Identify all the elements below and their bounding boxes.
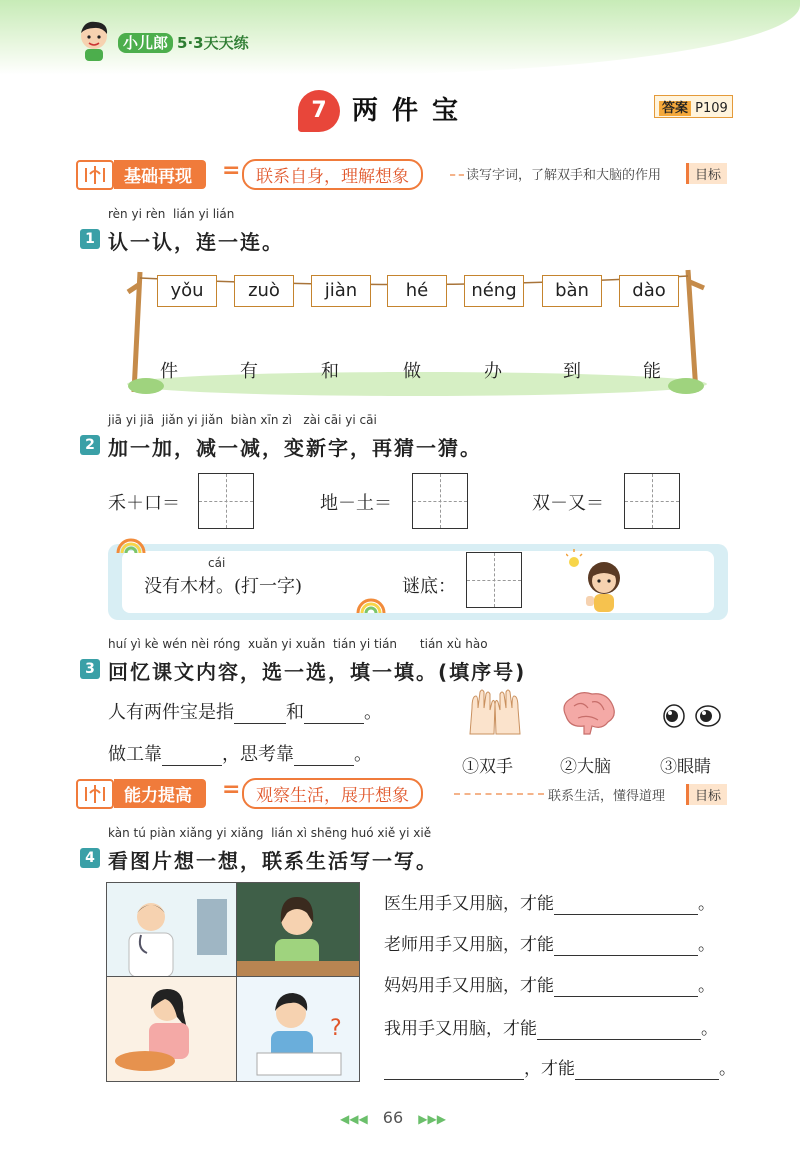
- page-number: 66: [382, 1108, 404, 1127]
- pinyin-card-6[interactable]: bàn: [542, 275, 602, 307]
- q4-text: 看图片想一想，联系生活写一写。: [108, 849, 438, 873]
- mother-picture: [106, 976, 238, 1082]
- pinyin-card-2[interactable]: zuò: [234, 275, 294, 307]
- boy-mascot-icon: [76, 18, 112, 62]
- q3-pinyin: huí yì kè wén nèi róng xuǎn yi xuǎn tián yi tián tián xù hào: [108, 637, 488, 651]
- pinyin-card-7[interactable]: dào: [619, 275, 679, 307]
- char-option-3[interactable]: 和: [321, 361, 339, 382]
- q2-number: 2: [80, 435, 100, 455]
- lesson-number: 7: [298, 90, 340, 132]
- q3-line1-and: 和: [286, 702, 304, 723]
- left-arrows-icon: ◀◀◀: [340, 1112, 368, 1126]
- q2-pinyin: jiā yi jiā jiǎn yi jiǎn biàn xīn zì zài cāi yi cāi: [108, 413, 377, 427]
- write-blank[interactable]: [537, 1019, 701, 1040]
- line-end: 。: [701, 1019, 718, 1039]
- section-dash-line: [450, 174, 464, 176]
- riddle-answer-box[interactable]: [466, 552, 522, 608]
- section-divider: =: [222, 777, 241, 802]
- char-option-6[interactable]: 到: [563, 361, 581, 382]
- writing-line-me: [384, 1014, 718, 1040]
- section-subtitle-advanced: 观察生活，展开想象: [242, 778, 423, 809]
- riddle-pinyin: cái: [208, 556, 226, 570]
- answer-page: P109: [695, 101, 728, 116]
- writing-line-doctor: [384, 889, 715, 915]
- fill-blank[interactable]: [162, 744, 222, 766]
- page-footer: [340, 1108, 446, 1127]
- char-option-1[interactable]: 件: [160, 361, 178, 382]
- writing-prompt: 我用手又用脑，才能: [384, 1019, 537, 1039]
- q1-text: 认一认，连一连。: [108, 230, 284, 254]
- option-hands[interactable]: ①双手: [462, 757, 513, 777]
- q3-line2-end: 。: [354, 744, 372, 765]
- writing-prompt: 医生用手又用脑，才能: [384, 894, 554, 914]
- fill-blank[interactable]: [304, 702, 364, 724]
- brand-logo: [118, 32, 249, 53]
- pinyin-card-4[interactable]: hé: [387, 275, 447, 307]
- q3-number: 3: [80, 659, 100, 679]
- q3-line2-prefix: 做工靠: [108, 744, 162, 765]
- line-end: 。: [698, 935, 715, 955]
- lesson-title: 两件宝: [352, 96, 473, 126]
- goal-badge: 目标: [686, 784, 727, 805]
- write-blank[interactable]: [554, 976, 698, 997]
- section-dash-line: [454, 793, 544, 795]
- riddle-answer-label: 谜底：: [402, 576, 456, 597]
- q3-line2-mid: ，思考靠: [222, 744, 294, 765]
- q3-line1-end: 。: [364, 702, 382, 723]
- section-goal-text: 读写字词，了解双手和大脑的作用: [466, 168, 662, 183]
- q3-line1-prefix: 人有两件宝是指: [108, 702, 234, 723]
- write-blank[interactable]: [554, 894, 698, 915]
- question-mark: ?: [330, 1016, 342, 1041]
- hands-icon: [466, 688, 524, 738]
- open-book-icon: [76, 779, 114, 809]
- pinyin-card-5[interactable]: néng: [464, 275, 524, 307]
- open-book-icon: [76, 160, 114, 190]
- pinyin-card-1[interactable]: yǒu: [157, 275, 217, 307]
- q1-pinyin: rèn yi rèn lián yi lián: [108, 207, 235, 221]
- section-title-advanced: 能力提高: [114, 779, 206, 808]
- q4-number: 4: [80, 848, 100, 868]
- equation-2: 地－土＝: [320, 493, 392, 514]
- write-blank[interactable]: [384, 1059, 524, 1080]
- char-option-2[interactable]: 有: [240, 361, 258, 382]
- writing-line-free: [384, 1054, 736, 1080]
- section-divider: =: [222, 158, 241, 183]
- writing-line-teacher: [384, 930, 715, 956]
- brand-suffix: 5·3天天练: [177, 34, 249, 52]
- option-brain[interactable]: ②大脑: [560, 757, 611, 777]
- riddle-text: 没有木材。(打一字): [144, 576, 303, 597]
- teacher-picture: [236, 882, 360, 978]
- equation-3: 双－又＝: [532, 493, 604, 514]
- answer-label: 答案: [659, 101, 691, 116]
- char-option-5[interactable]: 办: [484, 361, 502, 382]
- q2-text: 加一加，减一减，变新字，再猜一猜。: [108, 436, 482, 460]
- q4-pinyin: kàn tú piàn xiǎng yi xiǎng lián xì shēng huó xiě yi xiě: [108, 826, 432, 840]
- q3-line-1: [108, 698, 382, 724]
- section-goal-text: 联系生活，懂得道理: [548, 789, 666, 804]
- fill-blank[interactable]: [294, 744, 354, 766]
- answer-reference[interactable]: [654, 95, 733, 118]
- writing-prompt: 妈妈用手又用脑，才能: [384, 976, 554, 996]
- equation-1: 禾＋口＝: [108, 493, 180, 514]
- char-option-4[interactable]: 做: [403, 361, 421, 382]
- writing-line-mother: [384, 971, 715, 997]
- answer-box-3[interactable]: [624, 473, 680, 529]
- answer-box-2[interactable]: [412, 473, 468, 529]
- q1-number: 1: [80, 229, 100, 249]
- rainbow-icon: [356, 598, 386, 614]
- section-title-basics: 基础再现: [114, 160, 206, 189]
- q3-text: 回忆课文内容，选一选，填一填。(填序号): [108, 660, 527, 684]
- brand-prefix: 小儿郎: [118, 33, 173, 53]
- section-subtitle-basics: 联系自身，理解想象: [242, 159, 423, 190]
- answer-box-1[interactable]: [198, 473, 254, 529]
- line-end: 。: [719, 1059, 736, 1079]
- pinyin-card-3[interactable]: jiàn: [311, 275, 371, 307]
- line-end: 。: [698, 976, 715, 996]
- doctor-picture: [106, 882, 238, 978]
- writing-prompt: 老师用手又用脑，才能: [384, 935, 554, 955]
- line-end: 。: [698, 894, 715, 914]
- brain-icon: [558, 690, 618, 736]
- q3-line-2: [108, 740, 372, 766]
- option-eyes[interactable]: ③眼睛: [660, 757, 711, 777]
- char-option-7[interactable]: 能: [643, 361, 661, 382]
- write-blank[interactable]: [575, 1059, 719, 1080]
- goal-badge: 目标: [686, 163, 727, 184]
- girl-thinking-icon: [566, 548, 626, 614]
- eyes-icon: [660, 702, 724, 730]
- writing-prompt: ，才能: [524, 1059, 575, 1079]
- fill-blank[interactable]: [234, 702, 286, 724]
- write-blank[interactable]: [554, 935, 698, 956]
- right-arrows-icon: ▶▶▶: [418, 1112, 446, 1126]
- rainbow-icon: [116, 538, 146, 554]
